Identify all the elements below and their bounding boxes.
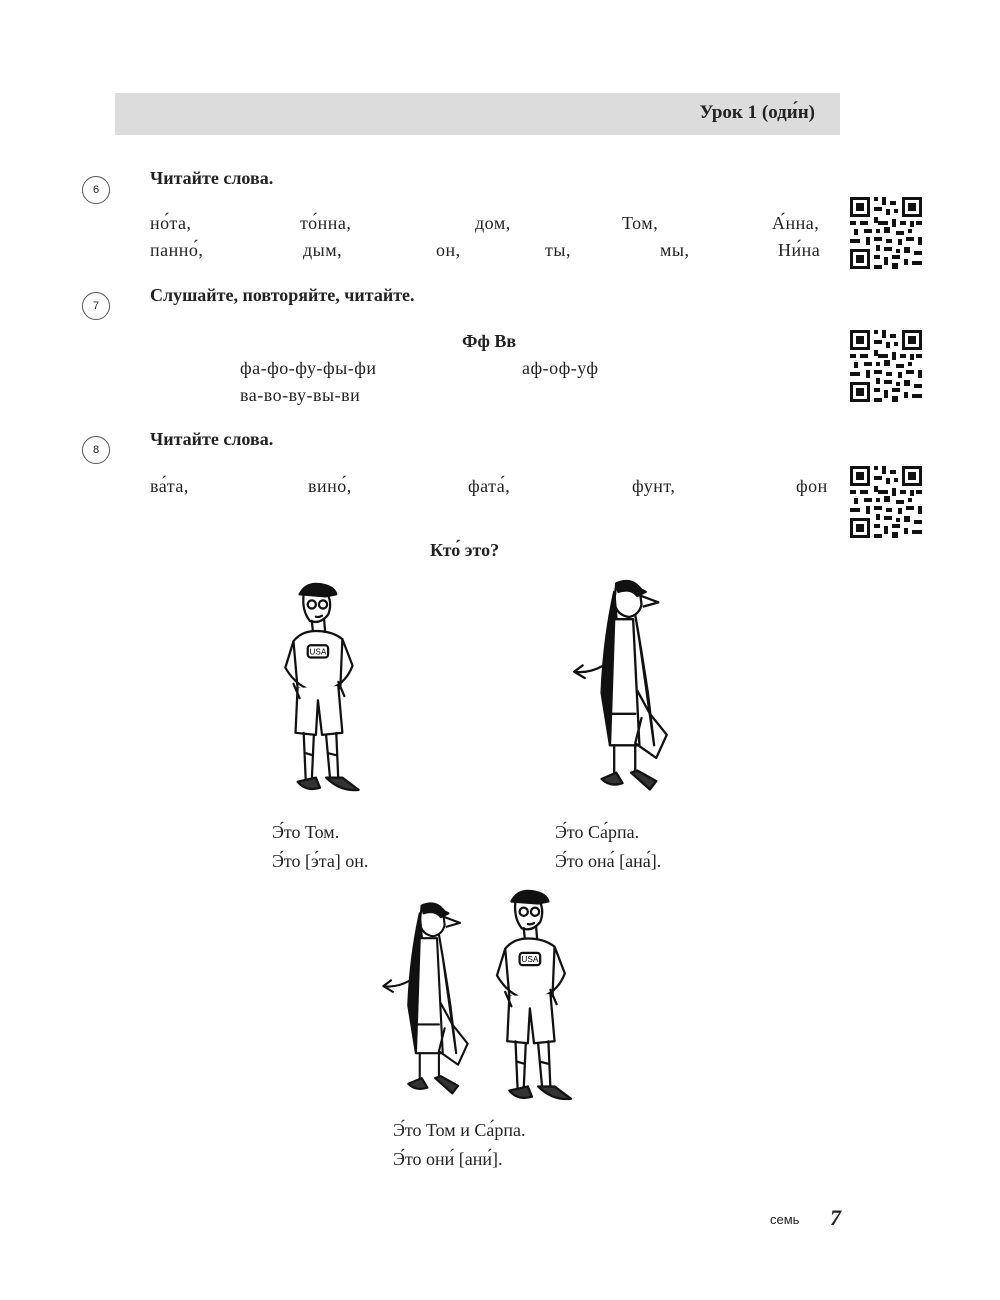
syllables: ва-во-ву-вы-ви [240, 385, 361, 405]
section-title: Кто́ это? [430, 540, 500, 560]
sarpa-illustration [368, 898, 483, 1103]
tom-illustration [488, 885, 580, 1107]
word: фон [796, 476, 828, 496]
exercise-8-number: 8 [82, 436, 110, 464]
caption-line: Э́то Том и Са́рпа. [393, 1120, 526, 1140]
caption-line: Э́то она́ [ана́]. [555, 851, 662, 871]
qr-code-icon[interactable] [848, 195, 924, 271]
caption-tom [272, 818, 368, 876]
word: вино́, [308, 476, 352, 496]
exercise-8-title: Читайте слова. [150, 429, 274, 449]
qr-code-icon[interactable] [848, 464, 924, 540]
tom-illustration [272, 578, 372, 798]
word: фунт, [632, 476, 676, 496]
caption-sarpa [555, 818, 661, 876]
word: ва́та, [150, 476, 189, 496]
word: он, [436, 240, 461, 260]
word: дым, [303, 240, 343, 260]
caption-both [393, 1116, 525, 1174]
letters-heading: Фф Вв [462, 331, 517, 351]
exercise-7-number: 7 [82, 292, 110, 320]
exercise-7-title: Слушайте, повторяйте, читайте. [150, 285, 415, 305]
word: Том, [622, 213, 659, 233]
caption-line: Э́то Са́рпа. [555, 822, 640, 842]
lesson-title: Урок 1 (оди́н) [699, 102, 815, 123]
syllables: аф-оф-уф [522, 358, 599, 378]
word: но́та, [150, 213, 192, 233]
word: Ни́на [778, 240, 821, 260]
word: то́нна, [300, 213, 352, 233]
word: фата́, [468, 476, 511, 496]
word: ты, [545, 240, 571, 260]
lesson-header-bar [115, 93, 840, 135]
word: панно́, [150, 240, 204, 260]
word: мы, [660, 240, 690, 260]
qr-code-icon[interactable] [848, 328, 924, 404]
exercise-6-title: Читайте слова. [150, 168, 274, 188]
word: дом, [475, 213, 511, 233]
page-number-word: семь [770, 1212, 800, 1227]
sarpa-illustration [558, 575, 683, 800]
syllables: фа-фо-фу-фы-фи [240, 358, 377, 378]
caption-line: Э́то Том. [272, 822, 340, 842]
shirt-text: USA [521, 955, 539, 965]
caption-line: Э́то они́ [ани́]. [393, 1149, 503, 1169]
exercise-6-number: 6 [82, 176, 110, 204]
caption-line: Э́то [э́та] он. [272, 851, 369, 871]
shirt-text: USA [309, 647, 327, 657]
page-number: 7 [830, 1205, 841, 1230]
word: А́нна, [772, 213, 820, 233]
